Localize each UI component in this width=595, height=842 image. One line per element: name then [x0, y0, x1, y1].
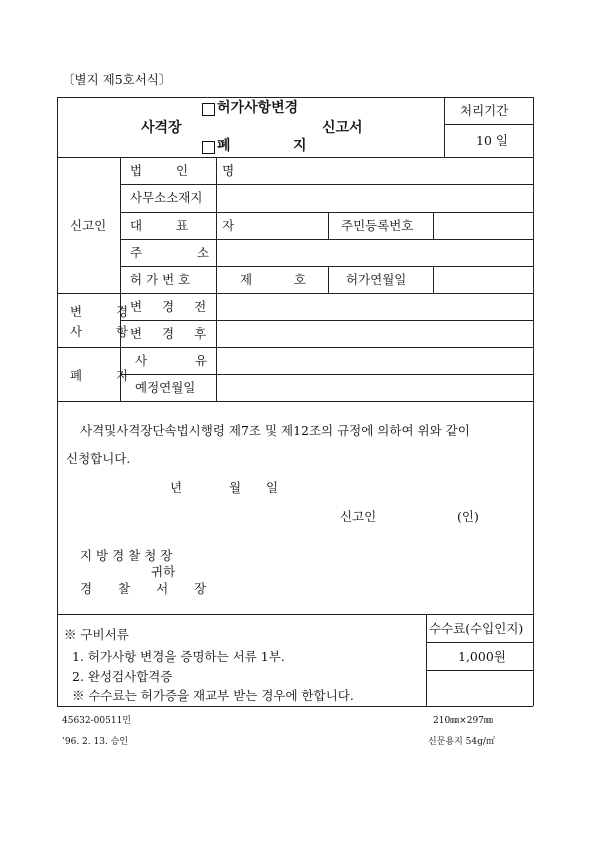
documents-item-2: 2. 완성검사합격증 — [72, 669, 173, 684]
closure-reason-field[interactable] — [218, 349, 531, 372]
address-label-1: 주 — [130, 245, 143, 260]
change-after-label: 변 경 후 — [130, 326, 215, 341]
footer-paper: 신문용지 54g/㎡ — [428, 737, 495, 747]
title-option-change: 허가사항변경 — [217, 100, 299, 116]
permit-date-field[interactable] — [435, 268, 531, 291]
footer-size: 210㎜×297㎜ — [433, 716, 493, 726]
footer-code: 45632-00511민 — [62, 716, 131, 726]
office-address-label: 사무소소재지 — [130, 190, 203, 205]
checkbox-close[interactable] — [202, 141, 215, 154]
checkbox-change[interactable] — [202, 103, 215, 116]
address-label-2: 소 — [197, 245, 210, 260]
change-section-label-1: 변 경 — [70, 304, 144, 319]
statement-line-1: 사격및사격장단속법시행령 제7조 및 제12조의 규정에 의하여 위와 같이 — [80, 423, 470, 438]
change-before-field[interactable] — [218, 295, 531, 318]
change-after-field[interactable] — [218, 322, 531, 345]
seal-mark: (인) — [457, 509, 479, 524]
applicant-section-label: 신고인 — [70, 218, 107, 233]
closure-date-label: 예정연월일 — [135, 380, 196, 395]
representative-field[interactable] — [218, 214, 326, 237]
reporter-label: 신고인 — [340, 509, 377, 524]
documents-item-1: 1. 허가사항 변경을 증명하는 서류 1부. — [72, 649, 285, 664]
footer-approval: ’96. 2. 13. 승인 — [62, 737, 129, 747]
change-before-label: 변 경 전 — [130, 299, 215, 314]
corp-name-field[interactable] — [218, 159, 531, 182]
title-option-close-1: 폐 — [217, 138, 231, 154]
fee-value: 1,000원 — [458, 649, 506, 664]
processing-value: 10 일 — [476, 133, 508, 148]
change-section-label-2: 사 항 — [70, 324, 144, 339]
agency-police-station: 경 찰 서 장 — [80, 581, 218, 596]
title-option-close-2: 지 — [293, 138, 307, 154]
closure-reason-label-1: 사 — [135, 353, 148, 368]
permit-number-prefix: 제 — [240, 272, 253, 287]
title-subject: 사격장 — [141, 120, 182, 136]
documents-heading: ※ 구비서류 — [64, 627, 129, 642]
closure-date-field[interactable] — [218, 376, 531, 399]
date-day-label: 일 — [266, 480, 279, 495]
processing-label: 처리기간 — [460, 103, 509, 118]
office-address-field[interactable] — [218, 186, 531, 210]
resident-number-field[interactable] — [435, 214, 531, 237]
statement-line-2: 신청합니다. — [66, 451, 131, 466]
closure-reason-label-2: 유 — [195, 353, 208, 368]
agency-provincial-police: 지 방 경 찰 청 장 — [80, 548, 173, 563]
resident-number-label: 주민등록번호 — [341, 218, 414, 233]
honorific-label: 귀하 — [151, 564, 176, 579]
fee-label: 수수료(수입인지) — [429, 621, 524, 636]
corp-name-label: 법 인 명 — [130, 163, 250, 178]
closure-section-label: 폐 지 — [70, 368, 144, 383]
representative-label: 대 표 자 — [130, 218, 250, 233]
permit-number-label: 허 가 번 호 — [130, 272, 191, 287]
permit-number-suffix: 호 — [294, 272, 307, 287]
date-month-label: 월 — [229, 480, 242, 495]
permit-date-label: 허가연월일 — [346, 272, 407, 287]
address-field[interactable] — [218, 241, 531, 264]
title-report: 신고서 — [322, 120, 363, 136]
documents-note: ※ 수수료는 허가증을 재교부 받는 경우에 한합니다. — [72, 688, 354, 703]
date-year-label: 년 — [170, 480, 183, 495]
form-label: 〔별지 제5호서식〕 — [62, 72, 172, 87]
